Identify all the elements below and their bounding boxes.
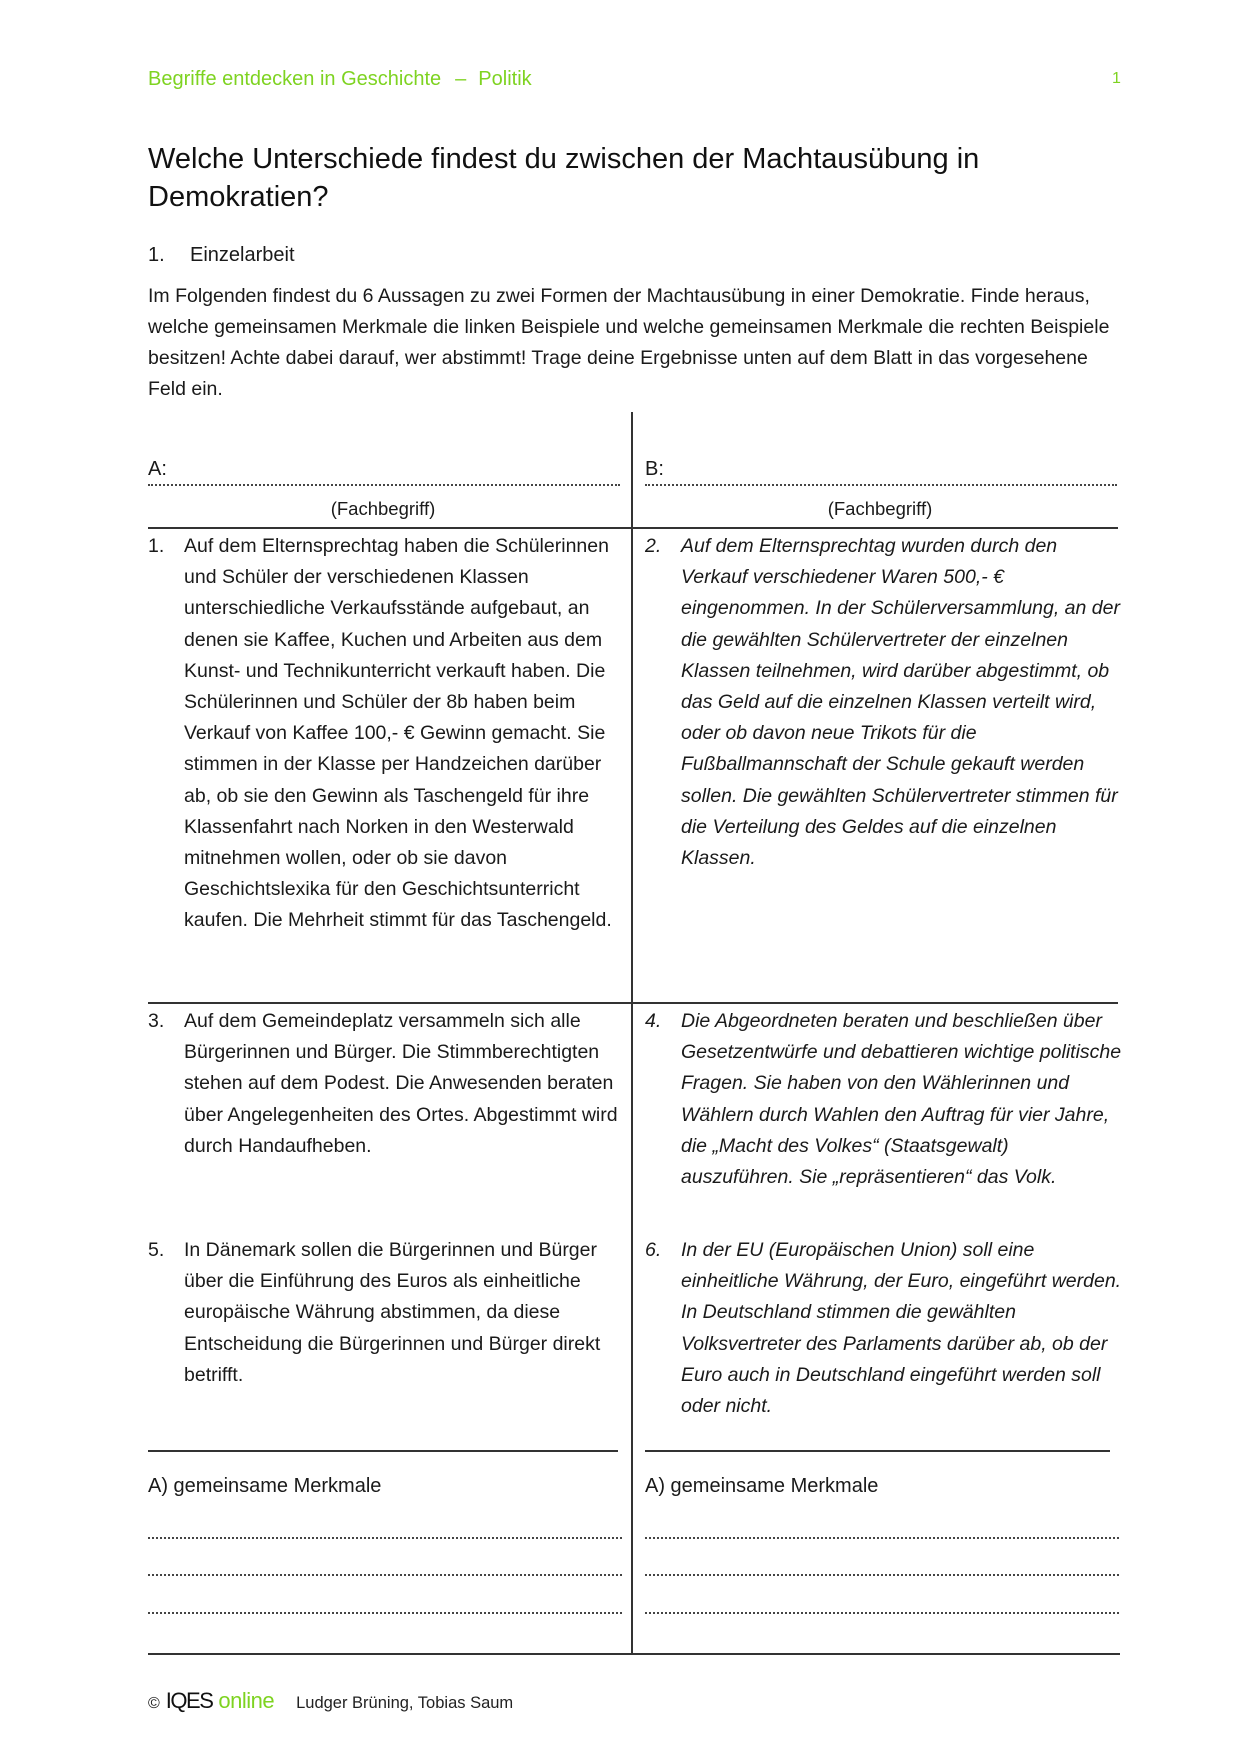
statement-number: 1. <box>148 535 165 557</box>
statement-text: In der EU (Europäischen Union) soll eine einheitliche Währung, der Euro, eingeführt werden. In Deutschland stimmen die gewählten Volksvertreter des Parlaments darüber ab, ob der Euro auch in Deutschland eingeführt werden soll oder nicht. <box>681 1239 1122 1418</box>
statement-number: 5. <box>148 1239 165 1261</box>
instructions-paragraph: Im Folgenden findest du 6 Aussagen zu zwei Formen der Machtausübung in einer Demokratie. Finde heraus, welche gemeinsamen Merkmale die linken Beispiele und welche gemeinsamen Merkmale die rechten Beispiele besitzen! Achte dabei darauf, wer abstimmt! Trage deine Ergebnisse unten auf dem Blatt in das vorgesehene Feld ein. <box>148 285 1110 400</box>
header-separator: – <box>455 68 467 90</box>
statement-number: 6. <box>645 1239 662 1261</box>
statement-2 <box>645 531 1123 874</box>
statement-3 <box>148 1006 618 1162</box>
answer-b-line-3[interactable] <box>645 1612 1119 1614</box>
header-rule <box>148 527 1118 529</box>
column-a-term-input[interactable] <box>148 484 620 486</box>
column-b-term-input[interactable] <box>645 484 1117 486</box>
column-divider <box>631 412 633 1655</box>
statement-1 <box>148 531 618 937</box>
answer-a-top-rule <box>148 1450 618 1452</box>
series-title: Begriffe entdecken in Geschichte <box>148 68 442 90</box>
statement-6 <box>645 1235 1123 1422</box>
section-number: 1. <box>148 244 165 266</box>
statement-number: 4. <box>645 1010 662 1032</box>
column-a-caption: (Fachbegriff) <box>330 498 436 519</box>
column-b-caption: (Fachbegriff) <box>827 498 933 519</box>
answer-a-line-3[interactable] <box>148 1612 622 1614</box>
iqes-logo: IQES <box>165 1688 213 1713</box>
answer-a-label: A) gemeinsame Merkmale <box>148 1475 382 1497</box>
answer-b-top-rule <box>645 1450 1110 1452</box>
column-b-label: B: <box>645 458 664 480</box>
page-title: Welche Unterschiede findest du zwischen der Machtausübung in Demokratien? <box>148 143 980 213</box>
answer-b-line-1[interactable] <box>645 1537 1119 1539</box>
section-heading <box>148 244 295 267</box>
answer-a-line-1[interactable] <box>148 1537 622 1539</box>
statement-text: Auf dem Elternsprechtag haben die Schülerinnen und Schüler der verschiedenen Klassen unterschiedliche Verkaufsstände aufgebaut, an denen sie Kaffee, Kuchen und Arbeiten aus dem Kunst- und Technikunterricht verkauft haben. Die Schülerinnen und Schüler der 8b haben beim Verkauf von Kaffee 100,- € Gewinn gemacht. Sie stimmen in der Klasse per Handzeichen darüber ab, ob sie den Gewinn als Taschengeld für ihre Klassenfahrt nach Norken in den Westerwald mitnehmen wollen, oder ob sie davon Geschichtslexika für den Geschichtsunterricht kaufen. Die Mehrheit stimmt für das Taschengeld. <box>184 535 612 932</box>
subject-label: Politik <box>478 68 532 90</box>
answer-b-label: A) gemeinsame Merkmale <box>645 1475 879 1497</box>
copyright-symbol: © <box>148 1695 160 1712</box>
statement-5 <box>148 1235 618 1391</box>
statement-number: 2. <box>645 535 662 557</box>
bottom-rule <box>148 1653 1120 1655</box>
row-rule <box>148 1002 1118 1004</box>
column-a-label: A: <box>148 458 167 480</box>
authors: Ludger Brüning, Tobias Saum <box>296 1694 514 1712</box>
statement-text: Auf dem Gemeindeplatz versammeln sich alle Bürgerinnen und Bürger. Die Stimmberechtigten stehen auf dem Podest. Die Anwesenden beraten über Angelegenheiten des Ortes. Abgestimmt wird durch Handaufheben. <box>184 1010 618 1157</box>
footer <box>148 1688 513 1714</box>
statement-text: In Dänemark sollen die Bürgerinnen und Bürger über die Einführung des Euros als einheitliche europäische Währung abstimmen, da diese Entscheidung die Bürgerinnen und Bürger direkt betrifft. <box>184 1239 601 1386</box>
answer-a-line-2[interactable] <box>148 1574 622 1576</box>
running-header <box>148 68 532 91</box>
answer-b-line-2[interactable] <box>645 1574 1119 1576</box>
page-number: 1 <box>1112 70 1121 87</box>
statement-number: 3. <box>148 1010 165 1032</box>
statement-text: Die Abgeordneten beraten und beschließen über Gesetzentwürfe und debattieren wichtige politische Fragen. Sie haben von den Wählerinnen und Wählern durch Wahlen den Auftrag für vier Jahre, die „Macht des Volkes“ (Staatsgewalt) auszuführen. Sie „repräsentieren“ das Volk. <box>681 1010 1122 1189</box>
section-label: Einzelarbeit <box>190 244 295 266</box>
statement-text: Auf dem Elternsprechtag wurden durch den Verkauf verschiedener Waren 500,- € eingenommen. In der Schülerversammlung, an der die gewählten Schülervertreter der einzelnen Klassen teilnehmen, wird darüber abgestimmt, ob das Geld auf die einzelnen Klassen verteilt wird, oder ob davon neue Trikots für die Fußballmannschaft der Schule gekauft werden sollen. Die gewählten Schülervertreter stimmen für die Verteilung des Geldes auf die einzelnen Klassen. <box>681 535 1120 870</box>
iqes-logo-online: online <box>218 1688 275 1713</box>
statement-4 <box>645 1006 1123 1193</box>
